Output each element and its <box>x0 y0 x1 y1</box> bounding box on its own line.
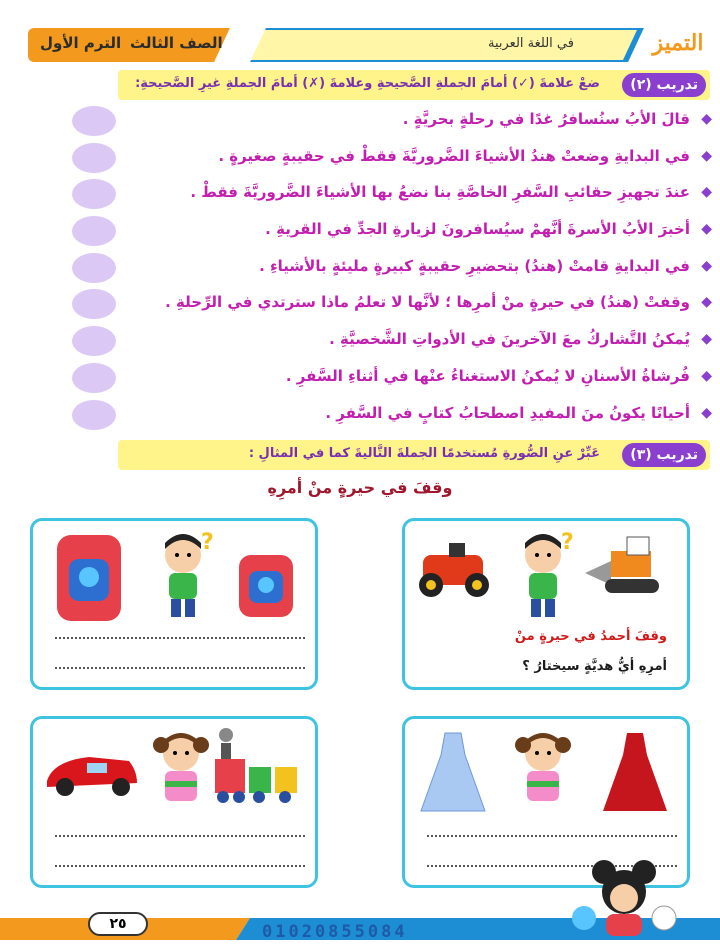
red-dress-icon <box>603 733 667 811</box>
answer-circle-6[interactable] <box>72 289 116 319</box>
answer-line-2[interactable] <box>55 865 305 867</box>
answer-circle-8[interactable] <box>72 363 116 393</box>
answer-circles <box>72 106 116 436</box>
answer-circle-4[interactable] <box>72 216 116 246</box>
cartoon-characters-icon <box>568 858 680 940</box>
sentence-item: ◆ قالَ الأبُ سنُسافرُ غدًا في رحلةٍ بحريَّةٍ . <box>402 110 712 128</box>
example-illustration <box>405 525 687 625</box>
exercise3-tag: تدريب (٣) <box>622 443 706 467</box>
toy-train-icon <box>215 728 297 803</box>
boy-icon <box>165 530 214 617</box>
diamond-bullet-icon: ◆ <box>701 184 712 201</box>
exercise3-instruction: عَبِّرْ عنِ الصُّورةِ مُستخدمًا الجملةَ التَّاليةَ كما في المثالِ : <box>248 446 600 461</box>
sentence-item: ◆ يُمكنُ التَّشاركُ معَ الآخرينَ في الأدواتِ الشَّخصيَّةِ . <box>329 330 712 349</box>
answer-line-1[interactable] <box>55 637 305 639</box>
answer-line-1[interactable] <box>427 835 677 837</box>
diamond-bullet-icon: ◆ <box>701 221 712 238</box>
bulldozer-icon <box>585 537 659 593</box>
diamond-bullet-icon: ◆ <box>701 111 712 127</box>
svg-text:?: ? <box>561 530 574 555</box>
diamond-bullet-icon: ◆ <box>701 294 712 311</box>
girl-icon <box>153 733 209 801</box>
subject-label: في اللغة العربية <box>488 36 574 51</box>
race-car-icon <box>47 757 137 796</box>
boy-icon <box>525 530 574 617</box>
grade-label: الصف الثالث <box>130 34 223 52</box>
answer-circle-3[interactable] <box>72 179 116 209</box>
exercise-box-bags <box>30 518 318 690</box>
diamond-bullet-icon: ◆ <box>701 257 712 274</box>
example-phrase: وقفَ في حيرةٍ منْ أمرِهِ <box>267 478 453 497</box>
sentence-item: ◆ فُرشاةُ الأسنانِ لا يُمكنُ الاستغناءُ عنْها في أثناءِ السَّفرِ . <box>285 366 712 385</box>
exercise2-instruction: ضعْ علامةَ (✓) أمامَ الجملةِ الصَّحيحةِ وعلامةَ (✗) أمامَ الجملةِ غيرِ الصَّحيحةِ: <box>135 76 600 91</box>
answer-line-1[interactable] <box>55 835 305 837</box>
answer-circle-1[interactable] <box>72 106 116 136</box>
diamond-bullet-icon: ◆ <box>701 331 712 348</box>
diamond-bullet-icon: ◆ <box>701 367 712 384</box>
sentence-item: ◆ وقفتْ (هندُ) في حيرةٍ منْ أمرِها ؛ لأنَّها لا تعلمُ ماذا سترتدي في الرِّحلةِ . <box>165 293 712 312</box>
blue-dress-icon <box>421 733 485 811</box>
atv-icon <box>419 543 489 597</box>
diamond-bullet-icon: ◆ <box>701 147 712 164</box>
answer-circle-9[interactable] <box>72 400 116 430</box>
example-box <box>402 518 690 690</box>
diamond-bullet-icon: ◆ <box>701 404 712 421</box>
term-label: الترم الأول <box>40 34 122 52</box>
phone-number: 01020855084 <box>262 922 408 942</box>
sentence-list <box>140 102 712 432</box>
svg-text:?: ? <box>201 530 214 555</box>
toys-illustration <box>33 725 315 825</box>
page-number: ٢٥ <box>88 912 148 936</box>
bags-illustration <box>33 525 315 625</box>
exercise2-banner <box>118 70 710 100</box>
exercise3-banner <box>118 440 710 470</box>
exercise2-tag: تدريب (٢) <box>622 73 706 97</box>
exercise-box-toys <box>30 716 318 888</box>
sentence-item: ◆ في البدايةِ وضعتْ هندُ الأشياءَ الضَّروريَّةَ فقطْ في حقيبةٍ صغيرةٍ . <box>218 146 712 165</box>
logo: التميز <box>652 30 704 56</box>
dresses-illustration <box>405 725 687 825</box>
answer-line-2[interactable] <box>55 667 305 669</box>
sentence-item: ◆ في البدايةِ قامتْ (هندُ) بتحضيرِ حقيبةٍ كبيرةٍ مليئةٍ بالأشياءِ . <box>259 256 712 275</box>
example-answer-line1: وقفَ أحمدُ في حيرةٍ منْ <box>514 629 667 644</box>
answer-circle-5[interactable] <box>72 253 116 283</box>
backpack-small-icon <box>239 555 293 617</box>
answer-circle-7[interactable] <box>72 326 116 356</box>
sentence-item: ◆ أخبرَ الأبُ الأسرةَ أنَّهمْ سيُسافرونَ لزيارةِ الجدِّ في القريةِ . <box>265 220 712 239</box>
sentence-item: ◆ عندَ تجهيزِ حقائبِ السَّفرِ الخاصَّةِ بنا نضعُ بها الأشياءَ الضَّروريَّةَ فقطْ . <box>190 183 712 202</box>
backpack-large-icon <box>57 535 121 621</box>
header-yellow-bar <box>241 30 637 60</box>
sentence-item: ◆ أحيانًا يكونُ منَ المفيدِ اصطحابُ كتابٍ في السَّفرِ . <box>325 403 712 422</box>
girl-icon <box>515 733 571 801</box>
answer-circle-2[interactable] <box>72 143 116 173</box>
example-answer-line2: أمرِهِ أيُّ هديَّةٍ سيختارُ ؟ <box>522 659 667 674</box>
